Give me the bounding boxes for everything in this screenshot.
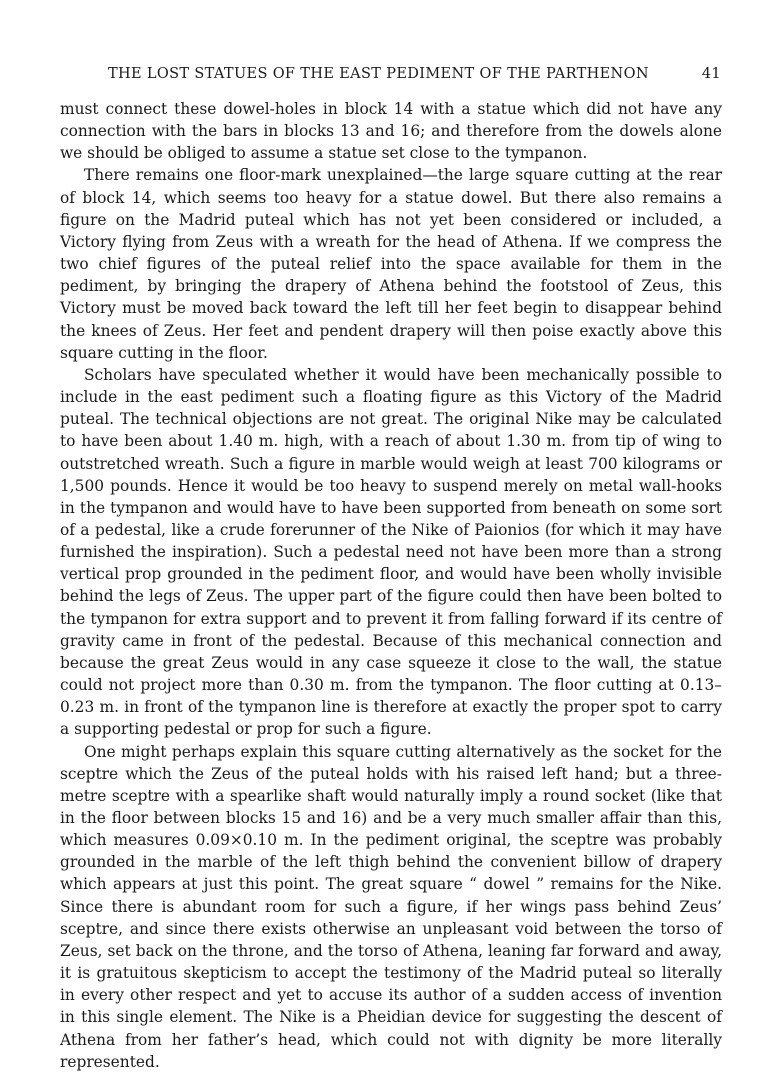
running-head: [108, 64, 721, 84]
body-text: [60, 98, 722, 1073]
running-title: THE LOST STATUES OF THE EAST PEDIMENT OF THE PARTHENON: [108, 66, 649, 82]
paragraph-floating-figure: Scholars have speculated whether it would have been mechanically possible to include in the east pediment such a floating figure as this Victory of the Madrid puteal. The technical objections are not great. The original Nike may be calculated to have been about 1.40 m. high, with a reach of about 1.30 m. from tip of wing to outstretched wreath. Such a figure in marble would weigh at least 700 kilograms or 1,500 pounds. Hence it would be too heavy to suspend merely on metal wall-hooks in the tympanon and would have to have been supported from beneath on some sort of a pedestal, like a crude forerunner of the Nike of Paionios (for which it may have furnished the inspiration). Such a pedestal need not have been more than a strong vertical prop grounded in the pediment floor, and would have been wholly invisible behind the legs of Zeus. The upper part of the figure could then have been bolted to the tympanon for extra support and to prevent it from falling forward if its centre of gravity came in front of the pedestal. Because of this mechanical connection and because the great Zeus would in any case squeeze it close to the wall, the statue could not project more than 0.30 m. from the tympanon. The floor cutting at 0.13–0.23 m. in front of the tympanon line is therefore at exactly the proper spot to carry a supporting pedestal or prop for such a figure.: [60, 365, 722, 739]
paragraph-sceptre-socket: One might perhaps explain this square cutting alternatively as the socket for the sceptre which the Zeus of the puteal holds with his raised left hand; but a three-metre sceptre with a spearlike shaft would naturally imply a round socket (like that in the floor between blocks 15 and 16) and be a very much smaller affair than this, which measures 0.09×0.10 m. In the pediment original, the sceptre was probably grounded in the marble of the left thigh behind the convenient billow of drapery which appears at just this point. The great square “ dowel ” remains for the Nike. Since there is abundant room for such a figure, if her wings pass behind Zeus’ sceptre, and since there exists otherwise an unpleasant void between the torso of Zeus, set back on the throne, and the torso of Athena, leaning far forward and away, it is gratuitous skepticism to accept the testimony of the Madrid puteal so literally in every other respect and yet to accuse its author of a sudden access of invention in this single element. The Nike is a Pheidian device for suggesting the descent of Athena from her father’s head, which could not with dignity be more literally represented.: [60, 742, 722, 1071]
paragraph-floor-mark: There remains one floor-mark unexplained—the large square cutting at the rear of block 14, which seems too heavy for a statue dowel. But there also remains a figure on the Madrid puteal which has not yet been considered or included, a Victory flying from Zeus with a wreath for the head of Athena. If we compress the two chief figures of the puteal relief into the space available for them in the pediment, by bringing the drapery of Athena behind the footstool of Zeus, this Victory must be moved back toward the left till her feet begin to disappear behind the knees of Zeus. Her feet and pendent drapery will then poise exactly above this square cutting in the floor.: [60, 166, 722, 362]
paragraph-continued: must connect these dowel-holes in block 14 with a statue which did not have any connection with the bars in blocks 13 and 16; and therefore from the dowels alone we should be obliged to assume a statue set close to the tympanon.: [60, 100, 722, 163]
page-number: 41: [701, 66, 721, 82]
